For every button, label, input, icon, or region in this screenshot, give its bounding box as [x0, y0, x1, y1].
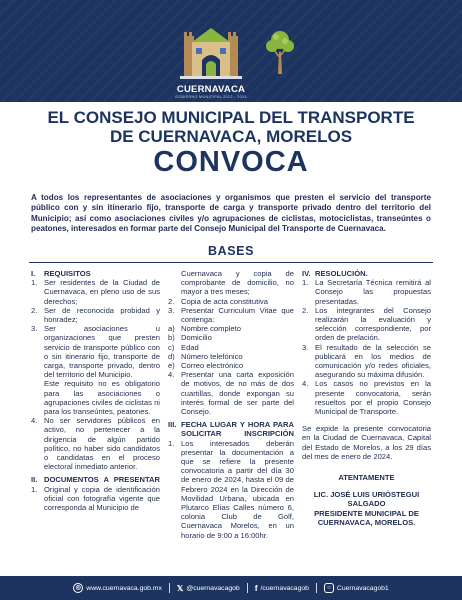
section-fecha-lugar: III. FECHA LUGAR Y HORA PARA SOLICITAR INSCRIPCIÓN	[168, 420, 294, 439]
footer-facebook[interactable]	[255, 583, 309, 593]
section-documentos: II. DOCUMENTOS A PRESENTAR	[31, 475, 160, 485]
title-line-1: EL CONSEJO MUNICIPAL DEL TRANSPORTE	[47, 108, 415, 127]
footer-divider	[316, 583, 317, 593]
list-item: 4. No ser servidores públicos en activo, no pertenecer a la dirigencia de algún partido político, no haber sido candidatos o candidatas en el proceso electoral inmediato anterior.	[31, 416, 160, 472]
footer-instagram[interactable]	[324, 583, 389, 593]
title-line-2: DE CUERNAVACA, MORELOS	[109, 127, 353, 146]
intro-paragraph: A todos los representantes de asociaciones y organismos que presten el servicio del transporte público con y sin itinerario fijo, transporte de carga y transporte privado dentro del territorio del Municipio; así como asociaciones civiles y/o agrupaciones de ciclistas, motociclistas, transeúntes o peatones, interesados en formar parte del Consejo Municipal del Transporte de Cuernavaca.	[31, 193, 431, 233]
list-item: b) Domicilio	[168, 333, 212, 343]
list-item: c) Edad	[168, 342, 199, 352]
list-item: 2. Ser de reconocida probidad y honradez;	[31, 305, 160, 325]
list-item: 1. La Secretaría Técnica remitirá al Consejo las propuestas presentadas.	[302, 278, 431, 306]
list-item: 4. Los casos no previstos en la presente convocatoria, serán resueltos por el propio Consejo Municipal de Transporte.	[302, 379, 431, 417]
list-item: 1. Los interesados deberán presentar la documentación a que se refiere la presente convocatoria a partir del día 30 de enero de 2024, hasta el 09 de Febrero 2024 en la Dirección de Movilidad Urbana, ubicada en Plutarco Elías Calles número 6, colonia Club de Golf, Cuernavaca Morelos, en un horario de 9:00 a 16:00hr.	[168, 438, 294, 540]
signer-name: LIC. JOSÉ LUIS URIÓSTEGUI SALGADO	[313, 490, 420, 509]
documentos-continuation: Cuernavaca y copia de comprobante de domicilio, no mayor a tres meses;	[181, 269, 294, 297]
footer-divider	[169, 583, 170, 593]
footer-twitter[interactable]	[177, 584, 240, 593]
column-2	[168, 269, 294, 540]
tree-icon	[265, 28, 295, 76]
list-item: e) Correo electrónico	[168, 361, 244, 371]
header-banner	[0, 0, 462, 102]
bases-heading: BASES	[207, 244, 255, 258]
list-item: a) Nombre completo	[168, 324, 241, 334]
x-logo-icon: 𝕏	[176, 583, 184, 593]
facebook-handle[interactable]: /cuernavacagob	[260, 584, 309, 592]
cuernavaca-logo	[166, 20, 256, 100]
requisito-note: Este requisito no es obligatorio para las asociaciones o agrupaciones civiles de ciclistas ni para los transeúntes, peatones.	[44, 379, 160, 417]
section-requisitos: I. REQUISITOS	[31, 269, 91, 278]
list-item: d) Número telefónico	[168, 351, 243, 361]
twitter-handle[interactable]: @cuernavacagob	[186, 584, 240, 592]
facebook-icon: f	[254, 583, 258, 593]
footer-divider	[247, 583, 248, 593]
logo-subtitle: GOBIERNO MUNICIPAL 2022 - 2024	[175, 95, 247, 99]
logo-wordmark: CUERNAVACA	[176, 84, 246, 95]
website-link[interactable]: www.cuernavaca.gob.mx	[86, 584, 162, 592]
list-item: 3. Ser asociaciones u organizaciones que presten servicio de transporte público con o sin itinerario fijo, transporte de carga, transporte privado, dentro del territorio del Municipio.	[31, 324, 160, 380]
list-item: 4. Presentar una carta exposición de motivos, de no más de dos cuartillas, donde expongan su interés formal de ser parte del Consejo.	[168, 370, 294, 417]
cuernavaca-emblem-icon	[166, 20, 256, 86]
signer-title: PRESIDENTE MUNICIPAL DE CUERNAVACA, MORELOS.	[314, 508, 419, 527]
footer-bar	[0, 576, 462, 600]
list-item: 2. Copia de acta constitutiva	[168, 296, 268, 306]
footer-website[interactable]	[73, 583, 162, 593]
bases-divider	[29, 262, 433, 263]
instagram-handle[interactable]: Cuernavacagob1	[336, 584, 389, 592]
globe-icon: ◎	[73, 583, 83, 593]
tree-emblem	[265, 28, 295, 76]
column-3	[302, 269, 431, 527]
list-item: 1. Original y copia de identificación oficial con fotografía vigente que corresponda al Municipio de	[31, 484, 160, 513]
list-item: 3. El resultado de la selección se publicará en los medios de comunicación y/o redes oficiales, asegurando su máxima difusión.	[302, 342, 431, 380]
column-1	[31, 269, 160, 512]
instagram-icon: ○	[324, 583, 334, 593]
section-resolucion: IV. RESOLUCIÓN.	[302, 269, 368, 278]
convocatoria-sheet	[0, 102, 462, 576]
atentamente-label: ATENTAMENTE	[338, 473, 395, 483]
list-item: 2. Los integrantes del Consejo realizarán la evaluación y selección correspondiente, por orden de prelación.	[302, 305, 431, 343]
list-item: 3. Presentar Curriculum Vitae que contenga:	[168, 305, 294, 325]
expide-paragraph: Se expide la presente convocatoria en la Ciudad de Cuernavaca, Capital del Estado de Morelos, a los 29 días del mes de enero de 2024.	[302, 424, 431, 461]
list-item: 1. Ser residentes de la Ciudad de Cuernavaca, en pleno uso de sus derechos;	[31, 278, 160, 306]
title-convoca: CONVOCA	[153, 146, 309, 178]
